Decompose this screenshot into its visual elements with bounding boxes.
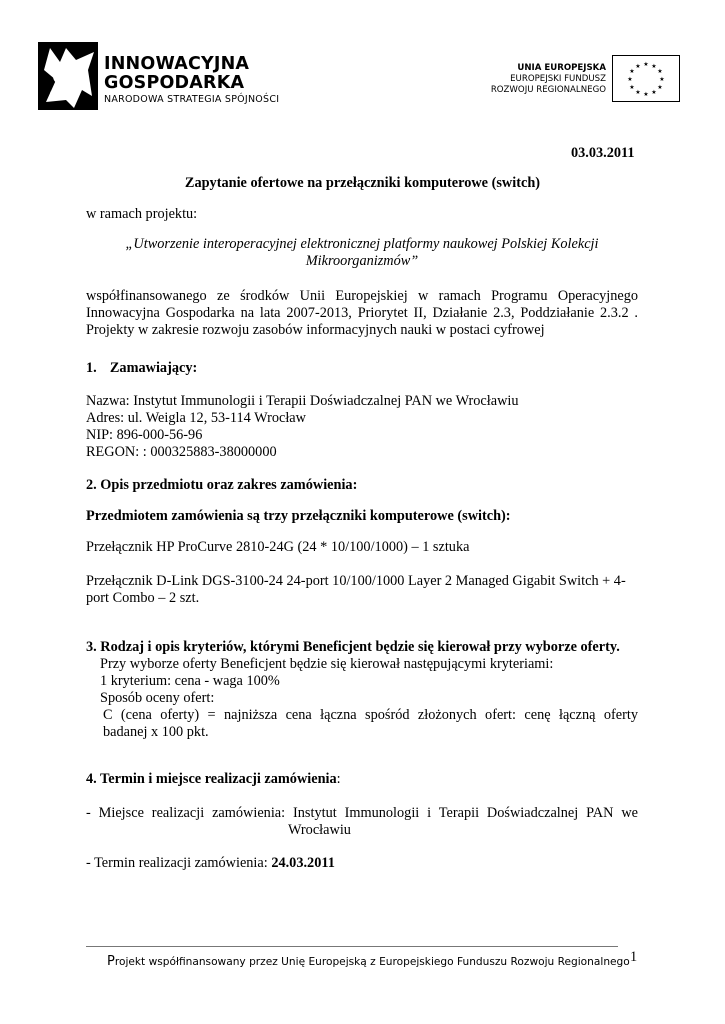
project-line1: „Utworzenie interoperacyjnej elektronicznej platformy naukowej Polskiej Kolekcji	[125, 236, 599, 252]
svg-text:★: ★	[635, 63, 641, 70]
document-date: 03.03.2011	[571, 145, 635, 161]
ig-logo-subtitle: NARODOWA STRATEGIA SPÓJNOŚCI	[104, 94, 280, 105]
cofinance-paragraph	[86, 288, 638, 339]
section2-heading: 2. Opis przedmiotu oraz zakres zamówienia:	[86, 477, 358, 493]
order-item-1: Przełącznik HP ProCurve 2810-24G (24 * 10/100/1000) – 1 sztuka	[86, 539, 470, 555]
intro-text: w ramach projektu:	[86, 206, 198, 222]
order-item-2-line2: port Combo – 2 szt.	[86, 590, 200, 606]
ig-title-line2: GOSPODARKA	[104, 73, 245, 93]
project-name	[86, 236, 638, 270]
authority-name: Nazwa: Instytut Immunologii i Terapii Doświadczalnej PAN we Wrocławiu	[86, 393, 519, 409]
footer-first-letter: P	[107, 954, 115, 969]
realization-place-line1: - Miejsce realizacji zamówienia: Instytut Immunologii i Terapii Doświadczalnej PAN we	[86, 805, 638, 821]
svg-text:★: ★	[657, 84, 663, 91]
svg-text:★: ★	[657, 68, 663, 75]
cofinance-line1: współfinansowanego ze środków Unii Europejskiej w ramach Programu Operacyjnego	[86, 288, 638, 304]
eu-line2: EUROPEJSKI FUNDUSZ	[510, 74, 606, 84]
criteria-intro: Przy wyborze oferty Beneficjent będzie się kierował następującymi kryteriami:	[100, 656, 554, 672]
contracting-authority	[86, 393, 519, 461]
order-item-2-line1: Przełącznik D-Link DGS-3100-24 24-port 10/100/1000 Layer 2 Managed Gigabit Switch + 4-	[86, 573, 626, 589]
evaluation-formula-line2: badanej x 100 pkt.	[103, 724, 209, 740]
realization-term-date: 24.03.2011	[271, 855, 335, 871]
section4-title: 4. Termin i miejsce realizacji zamówienia	[86, 771, 337, 787]
footer-divider	[86, 946, 618, 947]
eu-flag-icon	[612, 55, 680, 102]
cofinance-line3: Projekty w zakresie rozwoju zasobów informacyjnych nauki w postaci cyfrowej	[86, 322, 545, 338]
eu-line1: UNIA EUROPEJSKA	[517, 63, 606, 73]
document-title: Zapytanie ofertowe na przełączniki komputerowe (switch)	[184, 175, 541, 191]
svg-text:★: ★	[651, 63, 657, 70]
section4-heading	[86, 771, 341, 788]
svg-text:★: ★	[629, 84, 635, 91]
project-line2: Mikroorganizmów”	[305, 253, 419, 269]
footer-text-rest: rojekt współfinansowany przez Unię Europejską z Europejskiego Funduszu Rozwoju Regionalnego	[114, 956, 630, 968]
svg-text:★: ★	[643, 61, 649, 68]
section1-title: Zamawiający:	[109, 360, 198, 376]
realization-term	[86, 855, 335, 872]
footer-text	[107, 954, 630, 969]
section3-heading: 3. Rodzaj i opis kryteriów, którymi Beneficjent będzie się kierował przy wyborze oferty.	[86, 639, 620, 655]
authority-nip: NIP: 896-000-56-96	[86, 427, 203, 443]
eu-line3: ROZWOJU REGIONALNEGO	[490, 85, 606, 95]
order-item-2	[86, 573, 638, 607]
section4-colon: :	[336, 771, 341, 787]
svg-text:★: ★	[627, 76, 633, 83]
svg-text:★: ★	[635, 89, 641, 96]
page-number: 1	[630, 949, 638, 965]
svg-text:★: ★	[629, 68, 635, 75]
svg-text:★: ★	[651, 89, 657, 96]
eu-logo-text	[480, 63, 606, 96]
realization-term-label: - Termin realizacji zamówienia:	[86, 855, 272, 871]
evaluation-formula	[103, 707, 638, 724]
ig-logo-title	[104, 55, 249, 93]
authority-regon: REGON: : 000325883-38000000	[86, 444, 277, 460]
ig-title-line1: INNOWACYJNA	[104, 54, 250, 74]
svg-text:★: ★	[643, 91, 649, 98]
criteria-1: 1 kryterium: cena - waga 100%	[100, 673, 280, 689]
section1-number: 1.	[86, 360, 97, 376]
section1-heading	[86, 360, 197, 377]
evaluation-method-label: Sposób oceny ofert:	[100, 690, 215, 706]
section2-subheading: Przedmiotem zamówienia są trzy przełączniki komputerowe (switch):	[86, 508, 511, 524]
authority-address: Adres: ul. Weigla 12, 53-114 Wrocław	[86, 410, 306, 426]
evaluation-formula-line1: C (cena oferty) = najniższa cena łączna spośród złożonych ofert: cenę łączną oferty	[103, 707, 638, 723]
svg-text:★: ★	[659, 76, 665, 83]
realization-place	[86, 805, 638, 822]
realization-place-line2: Wrocławiu	[288, 822, 351, 838]
cofinance-line2: Innowacyjna Gospodarka na lata 2007-2013, Priorytet II, Działanie 2.3, Poddziałanie 2.3.2 .	[86, 305, 638, 321]
